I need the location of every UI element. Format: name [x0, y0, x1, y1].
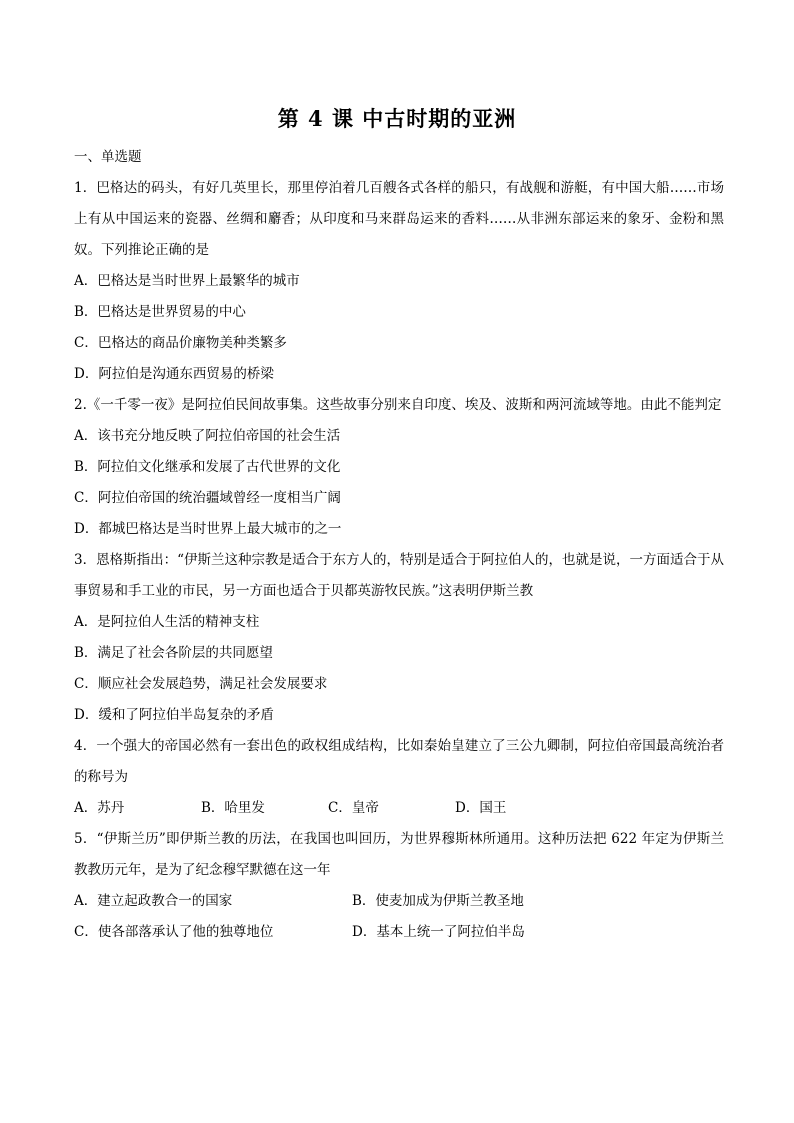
option-b: B．满足了社会各阶层的共同愿望 [74, 645, 273, 661]
option-a: A．该书充分地反映了阿拉伯帝国的社会生活 [74, 428, 341, 444]
question-stem: 4．一个强大的帝国必然有一套出色的政权组成结构，比如秦始皇建立了三公九卿制，阿拉伯帝国最高统治者的称号为 [74, 738, 724, 785]
document-body [74, 142, 724, 948]
option-row [74, 793, 724, 824]
option-d: D．缓和了阿拉伯半岛复杂的矛盾 [74, 707, 274, 723]
option-c: C．皇帝 [328, 800, 379, 816]
question-stem: 3．恩格斯指出：“伊斯兰这种宗教是适合于东方人的，特别是适合于阿拉伯人的，也就是说，一方面适合于从事贸易和手工业的市民，另一方面也适合于贝都英游牧民族。”这表明伊斯兰教 [74, 552, 724, 599]
option-c: C．顺应社会发展趋势，满足社会发展要求 [74, 676, 328, 692]
section-heading: 一、单选题 [74, 149, 142, 165]
question-4 [74, 731, 724, 824]
option-d: D．都城巴格达是当时世界上最大城市的之一 [74, 521, 342, 537]
option-a: A．建立起政教合一的国家 [74, 893, 233, 909]
option-row [74, 886, 724, 917]
option-a: A．苏丹 [74, 800, 125, 816]
option-row [74, 917, 724, 948]
lesson-title: 第 4 课 中古时期的亚洲 [277, 106, 517, 131]
option-b: B．哈里发 [201, 800, 265, 816]
question-1 [74, 173, 724, 390]
option-d: D．国王 [455, 800, 507, 816]
question-stem: 1．巴格达的码头，有好几英里长，那里停泊着几百艘各式各样的船只，有战舰和游艇，有中国大船……市场上有从中国运来的瓷器、丝绸和麝香；从印度和马来群岛运来的香料……从非洲东部运来的象牙、金粉和黑奴。下列推论正确的是 [74, 180, 724, 258]
option-c: C．巴格达的商品价廉物美种类繁多 [74, 335, 287, 351]
option-c: C．使各部落承认了他的独尊地位 [74, 924, 274, 940]
question-3 [74, 545, 724, 731]
option-a: A．是阿拉伯人生活的精神支柱 [74, 614, 260, 630]
option-b: B．使麦加成为伊斯兰教圣地 [352, 893, 524, 909]
option-c: C．阿拉伯帝国的统治疆域曾经一度相当广阔 [74, 490, 341, 506]
option-a: A．巴格达是当时世界上最繁华的城市 [74, 273, 300, 289]
question-5 [74, 824, 724, 948]
question-stem: 5．“伊斯兰历”即伊斯兰教的历法，在我国也叫回历，为世界穆斯林所通用。这种历法把 622 年定为伊斯兰教教历元年，是为了纪念穆罕默德在这一年 [74, 831, 724, 878]
option-b: B．阿拉伯文化继承和发展了古代世界的文化 [74, 459, 341, 475]
option-b: B．巴格达是世界贸易的中心 [74, 304, 246, 320]
option-d: D．阿拉伯是沟通东西贸易的桥梁 [74, 366, 274, 382]
question-2 [74, 390, 724, 545]
option-d: D．基本上统一了阿拉伯半岛 [352, 924, 525, 940]
question-stem: 2.《一千零一夜》是阿拉伯民间故事集。这些故事分别来自印度、埃及、波斯和两河流域等地。由此不能判定 [74, 397, 722, 413]
